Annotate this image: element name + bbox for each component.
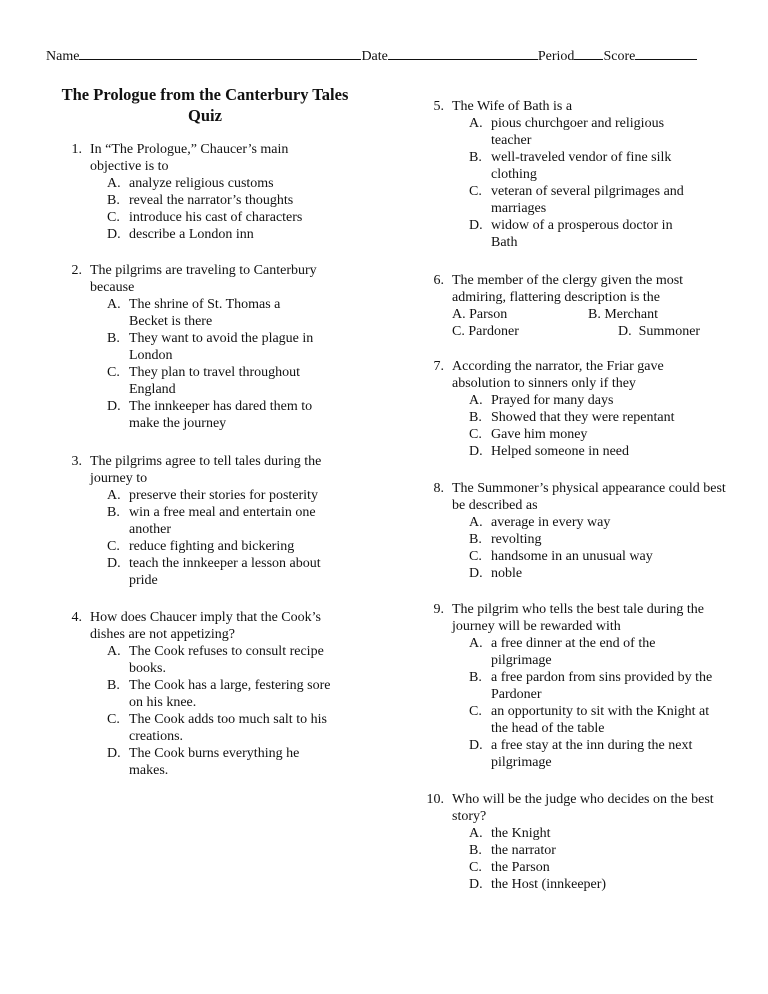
title-line-1: The Prologue from the Canterbury Tales: [61, 85, 349, 104]
answer-options: [452, 306, 732, 340]
option-text: Helped someone in need: [491, 444, 630, 459]
option-a[interactable]: [422, 825, 732, 842]
option-text: The shrine of St. Thomas a Becket is there: [129, 297, 281, 329]
option-b[interactable]: [60, 677, 339, 711]
question-5: [422, 98, 732, 251]
option-text: well-traveled vendor of fine silk clothing: [491, 150, 672, 182]
option-a[interactable]: [60, 296, 301, 330]
answer-options: [60, 296, 370, 432]
option-text: win a free meal and entertain one another: [129, 505, 316, 537]
option-letter: D.: [469, 877, 483, 892]
option-text: describe a London inn: [129, 227, 254, 242]
date-blank[interactable]: [388, 46, 538, 60]
option-text: veteran of several pilgrimages and marriages: [491, 184, 684, 216]
option-letter: D.: [107, 399, 121, 414]
option-b[interactable]: [422, 409, 732, 426]
option-d[interactable]: [422, 876, 732, 893]
score-label: Score: [603, 49, 636, 64]
option-d[interactable]: [422, 565, 732, 582]
question-number: 10.: [426, 792, 444, 807]
date-label: Date: [361, 49, 388, 64]
option-text: a free pardon from sins provided by the Pardoner: [491, 670, 713, 702]
question-8: [422, 480, 732, 582]
option-letter: B.: [107, 678, 120, 693]
answer-options: [422, 115, 732, 251]
question-number: 2.: [71, 263, 82, 278]
option-text: the Knight: [491, 826, 551, 841]
question-number: 3.: [71, 454, 82, 469]
option-c[interactable]: [60, 209, 370, 226]
option-a[interactable]: [452, 306, 582, 323]
option-letter: C.: [107, 365, 120, 380]
question-stem: The member of the clergy given the most admiring, flattering description is the: [452, 273, 684, 305]
option-letter: C.: [107, 539, 120, 554]
answer-options: [422, 392, 732, 460]
option-text: the narrator: [491, 843, 556, 858]
option-d[interactable]: [60, 398, 344, 432]
option-letter: D.: [107, 227, 121, 242]
title-line-2: Quiz: [188, 106, 222, 125]
option-letter: A.: [469, 515, 483, 530]
option-a[interactable]: [422, 635, 696, 669]
question-stem: The pilgrim who tells the best tale during the journey will be rewarded with: [452, 602, 704, 634]
question-6: [422, 272, 732, 340]
option-text: reduce fighting and bickering: [129, 539, 295, 554]
question-10: [422, 791, 732, 893]
option-letter: A.: [452, 307, 466, 322]
option-text: noble: [491, 566, 523, 581]
question-number: 8.: [433, 481, 444, 496]
option-c[interactable]: [422, 183, 706, 217]
option-c[interactable]: [60, 364, 329, 398]
option-letter: A.: [469, 826, 483, 841]
option-d[interactable]: [60, 745, 324, 779]
option-letter: A.: [107, 297, 121, 312]
option-d[interactable]: [422, 737, 713, 771]
option-letter: D.: [107, 746, 121, 761]
period-blank[interactable]: [574, 46, 603, 60]
question-stem: The pilgrims are traveling to Canterbury because: [90, 263, 317, 295]
option-a[interactable]: [422, 115, 686, 149]
option-c[interactable]: [60, 711, 344, 745]
option-text: analyze religious customs: [129, 176, 274, 191]
question-1: [60, 141, 370, 243]
option-text: Summoner: [638, 324, 701, 339]
option-b[interactable]: [60, 504, 339, 538]
option-text: reveal the narrator’s thoughts: [129, 193, 294, 208]
question-9: [422, 601, 732, 771]
option-text: a free stay at the inn during the next pilgrimage: [491, 738, 693, 770]
option-letter: A.: [469, 393, 483, 408]
option-letter: D.: [469, 218, 483, 233]
name-blank[interactable]: [79, 46, 361, 60]
option-letter: C.: [469, 860, 482, 875]
option-b[interactable]: [422, 531, 732, 548]
option-letter: A.: [107, 176, 121, 191]
option-letter: C.: [107, 210, 120, 225]
option-text: introduce his cast of characters: [129, 210, 303, 225]
option-c[interactable]: [422, 548, 732, 565]
question-4: [60, 609, 370, 779]
option-letter: B.: [107, 505, 120, 520]
option-d[interactable]: [60, 555, 344, 589]
option-b[interactable]: [422, 669, 713, 703]
option-text: the Parson: [491, 860, 550, 875]
option-letter: B.: [469, 150, 482, 165]
option-letter: C.: [469, 704, 482, 719]
question-2: [60, 262, 370, 432]
option-text: average in every way: [491, 515, 611, 530]
option-text: The Cook has a large, festering sore on his knee.: [129, 678, 331, 710]
option-text: the Host (innkeeper): [491, 877, 607, 892]
answer-options: [422, 825, 732, 893]
question-stem: The pilgrims agree to tell tales during the journey to: [90, 454, 322, 486]
score-blank[interactable]: [635, 46, 697, 60]
option-a[interactable]: [422, 514, 732, 531]
option-letter: B.: [469, 410, 482, 425]
option-letter: D.: [469, 738, 483, 753]
option-d[interactable]: [60, 226, 370, 243]
option-letter: B.: [469, 843, 482, 858]
option-d[interactable]: [422, 443, 732, 460]
option-d[interactable]: [422, 217, 696, 251]
option-c[interactable]: [60, 538, 370, 555]
option-letter: C.: [469, 549, 482, 564]
option-c[interactable]: [422, 703, 713, 737]
option-letter: C.: [469, 184, 482, 199]
question-stem: How does Chaucer imply that the Cook’s dishes are not appetizing?: [90, 610, 321, 642]
option-text: Pardoner: [468, 324, 519, 339]
option-text: Parson: [469, 307, 508, 322]
option-b[interactable]: [60, 192, 370, 209]
option-letter: D.: [107, 556, 121, 571]
option-b[interactable]: [422, 149, 701, 183]
option-c[interactable]: [422, 859, 732, 876]
answer-options: [60, 175, 370, 243]
option-text: a free dinner at the end of the pilgrimage: [491, 636, 656, 668]
option-d[interactable]: [582, 323, 712, 340]
option-text: an opportunity to sit with the Knight at the head of the table: [491, 704, 710, 736]
answer-options: [422, 635, 732, 771]
option-letter: A.: [107, 644, 121, 659]
question-number: 6.: [433, 273, 444, 288]
option-letter: D.: [469, 444, 483, 459]
option-a[interactable]: [422, 392, 732, 409]
option-letter: C.: [452, 324, 465, 339]
period-label: Period: [537, 49, 575, 64]
option-text: handsome in an unusual way: [491, 549, 653, 564]
answer-options: [422, 514, 732, 582]
option-text: The Cook adds too much salt to his creations.: [129, 712, 327, 744]
option-text: They want to avoid the plague in London: [129, 331, 314, 363]
option-b[interactable]: [60, 330, 339, 364]
option-letter: D.: [469, 566, 483, 581]
option-text: The Cook refuses to consult recipe books.: [129, 644, 324, 676]
option-a[interactable]: [60, 175, 370, 192]
student-info-header: [46, 46, 726, 65]
option-letter: A.: [469, 636, 483, 651]
question-7: [422, 358, 732, 460]
answer-options: [60, 487, 370, 589]
option-text: They plan to travel throughout England: [129, 365, 301, 397]
option-letter: C.: [107, 712, 120, 727]
name-label: Name: [46, 49, 80, 64]
option-letter: B.: [588, 307, 601, 322]
option-letter: D.: [618, 324, 632, 339]
question-stem: The Summoner’s physical appearance could best be described as: [452, 481, 726, 513]
option-text: preserve their stories for posterity: [129, 488, 318, 503]
answer-options: [60, 643, 370, 779]
question-stem: In “The Prologue,” Chaucer’s main objective is to: [90, 142, 289, 174]
option-text: The innkeeper has dared them to make the journey: [129, 399, 313, 431]
option-text: The Cook burns everything he makes.: [129, 746, 300, 778]
option-text: Merchant: [604, 307, 658, 322]
question-stem: According the narrator, the Friar gave absolution to sinners only if they: [452, 359, 664, 391]
option-text: Prayed for many days: [491, 393, 614, 408]
question-3: [60, 453, 370, 589]
option-text: pious churchgoer and religious teacher: [491, 116, 665, 148]
option-letter: A.: [469, 116, 483, 131]
option-text: Showed that they were repentant: [491, 410, 675, 425]
option-letter: B.: [469, 532, 482, 547]
question-number: 4.: [71, 610, 82, 625]
option-c[interactable]: [452, 323, 582, 340]
option-text: teach the innkeeper a lesson about pride: [129, 556, 321, 588]
option-letter: B.: [469, 670, 482, 685]
option-a[interactable]: [60, 487, 370, 504]
question-number: 5.: [433, 99, 444, 114]
option-letter: B.: [107, 331, 120, 346]
question-number: 9.: [433, 602, 444, 617]
option-b[interactable]: [582, 306, 712, 323]
page-title: [40, 84, 370, 126]
question-number: 7.: [433, 359, 444, 374]
option-b[interactable]: [422, 842, 732, 859]
option-letter: C.: [469, 427, 482, 442]
option-text: widow of a prosperous doctor in Bath: [491, 218, 673, 250]
question-stem: Who will be the judge who decides on the best story?: [452, 792, 714, 824]
option-c[interactable]: [422, 426, 732, 443]
option-letter: B.: [107, 193, 120, 208]
option-letter: A.: [107, 488, 121, 503]
question-stem: The Wife of Bath is a: [452, 99, 573, 114]
option-text: revolting: [491, 532, 542, 547]
question-number: 1.: [71, 142, 82, 157]
option-a[interactable]: [60, 643, 344, 677]
option-text: Gave him money: [491, 427, 588, 442]
